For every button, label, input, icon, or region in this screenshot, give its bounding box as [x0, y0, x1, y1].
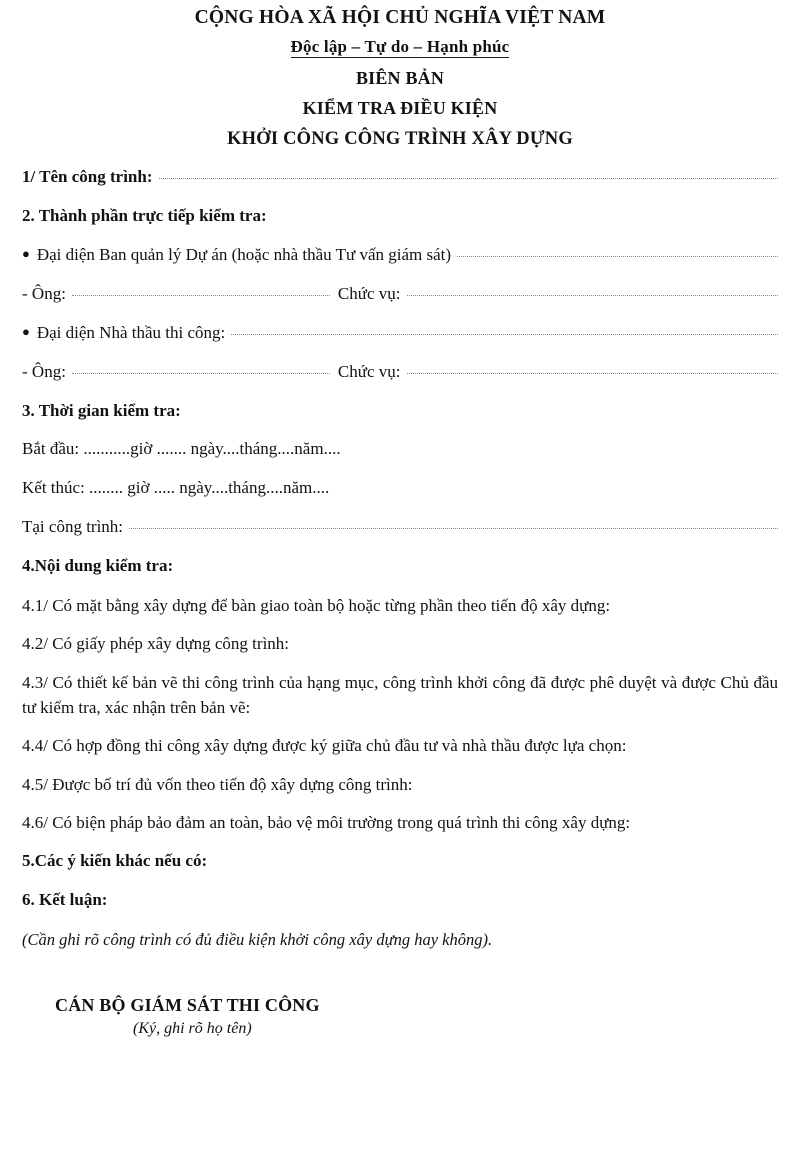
field-start-time[interactable]: Bắt đầu: ...........giờ ....... ngày....tháng....năm....: [22, 439, 341, 459]
national-motto-text: Độc lập – Tự do – Hạnh phúc: [290, 37, 510, 56]
national-motto: [0, 37, 800, 57]
field-party-one-row: [22, 244, 778, 266]
signature-block: [55, 995, 778, 1038]
check-item-4-6: 4.6/ Có biện pháp bảo đảm an toàn, bảo vệ môi trường trong quá trình thi công xây dựng:: [22, 813, 631, 833]
section-6-heading: 6. Kết luận:: [22, 889, 108, 909]
check-item-4-3: 4.3/ Có thiết kế bản vẽ thi công trình của hạng mục, công trình khởi công đã được phê duyệt và được Chủ đầu tư kiểm tra, xác nhận trên bản vẽ:: [22, 672, 778, 717]
check-item-4-1: 4.1/ Có mặt bằng xây dựng để bàn giao toàn bộ hoặc từng phần theo tiến độ xây dựng:: [22, 595, 611, 615]
check-item-4-2: 4.2/ Có giấy phép xây dựng công trình:: [22, 634, 290, 654]
field-location-input[interactable]: [129, 528, 778, 529]
national-title: CỘNG HÒA XÃ HỘI CHỦ NGHĨA VIỆT NAM: [194, 7, 606, 28]
section-3-heading: 3. Thời gian kiểm tra:: [22, 400, 181, 420]
document-subtitle-2: KHỞI CÔNG CÔNG TRÌNH XÂY DỰNG: [227, 128, 573, 149]
signature-title: CÁN BỘ GIÁM SÁT THI CÔNG: [55, 995, 320, 1016]
section-4-heading: 4.Nội dung kiểm tra:: [22, 556, 174, 576]
field-party-one-input[interactable]: [457, 256, 778, 257]
field-party-one-person-label: - Ông:: [22, 283, 66, 303]
field-project-name-input[interactable]: [159, 178, 778, 179]
field-location-label: Tại công trình:: [22, 517, 124, 537]
field-party-two-person-input[interactable]: [72, 373, 330, 374]
field-party-two-role-label: Chức vụ:: [337, 361, 401, 381]
field-party-one-role-label: Chức vụ:: [337, 283, 401, 303]
field-project-name-label: 1/ Tên công trình:: [22, 167, 153, 187]
field-party-one-person-input[interactable]: [72, 295, 330, 296]
section-2-heading: 2. Thành phần trực tiếp kiểm tra:: [22, 206, 267, 226]
section-6-note: (Cần ghi rõ công trình có đủ điều kiện khởi công xây dựng hay không).: [22, 929, 493, 949]
section-5-heading: 5.Các ý kiến khác nếu có:: [22, 851, 208, 871]
check-item-4-5: 4.5/ Được bố trí đủ vốn theo tiến độ xây dựng công trình:: [22, 774, 413, 794]
field-party-two-row: [22, 322, 778, 344]
check-item-4-4: 4.4/ Có hợp đồng thi công xây dựng được ký giữa chủ đầu tư và nhà thầu được lựa chọn:: [22, 736, 627, 756]
field-party-two-person-label: - Ông:: [22, 361, 66, 381]
field-party-two-label: Đại diện Nhà thầu thi công:: [36, 322, 226, 342]
bullet-icon: ●: [22, 245, 30, 261]
signature-subtitle: (Ký, ghi rõ họ tên): [133, 1019, 252, 1037]
field-party-one-person-row: [22, 283, 778, 305]
field-party-one-label: Đại diện Ban quản lý Dự án (hoặc nhà thầu Tư vấn giám sát): [36, 244, 452, 264]
field-party-two-person-row: [22, 361, 778, 383]
field-end-time[interactable]: Kết thúc: ........ giờ ..... ngày....tháng....năm....: [22, 478, 330, 498]
document-body: [22, 154, 778, 1037]
field-location-row: [22, 516, 778, 538]
document-subtitle-1: KIỂM TRA ĐIỀU KIỆN: [302, 98, 498, 119]
field-party-one-role-input[interactable]: [407, 295, 779, 296]
field-party-two-role-input[interactable]: [407, 373, 779, 374]
document-heading: [0, 0, 800, 150]
document-type-title: BIÊN BẢN: [355, 68, 445, 89]
field-party-two-input[interactable]: [231, 334, 778, 335]
bullet-icon: ●: [22, 323, 30, 339]
field-project-name-row: [22, 166, 778, 188]
